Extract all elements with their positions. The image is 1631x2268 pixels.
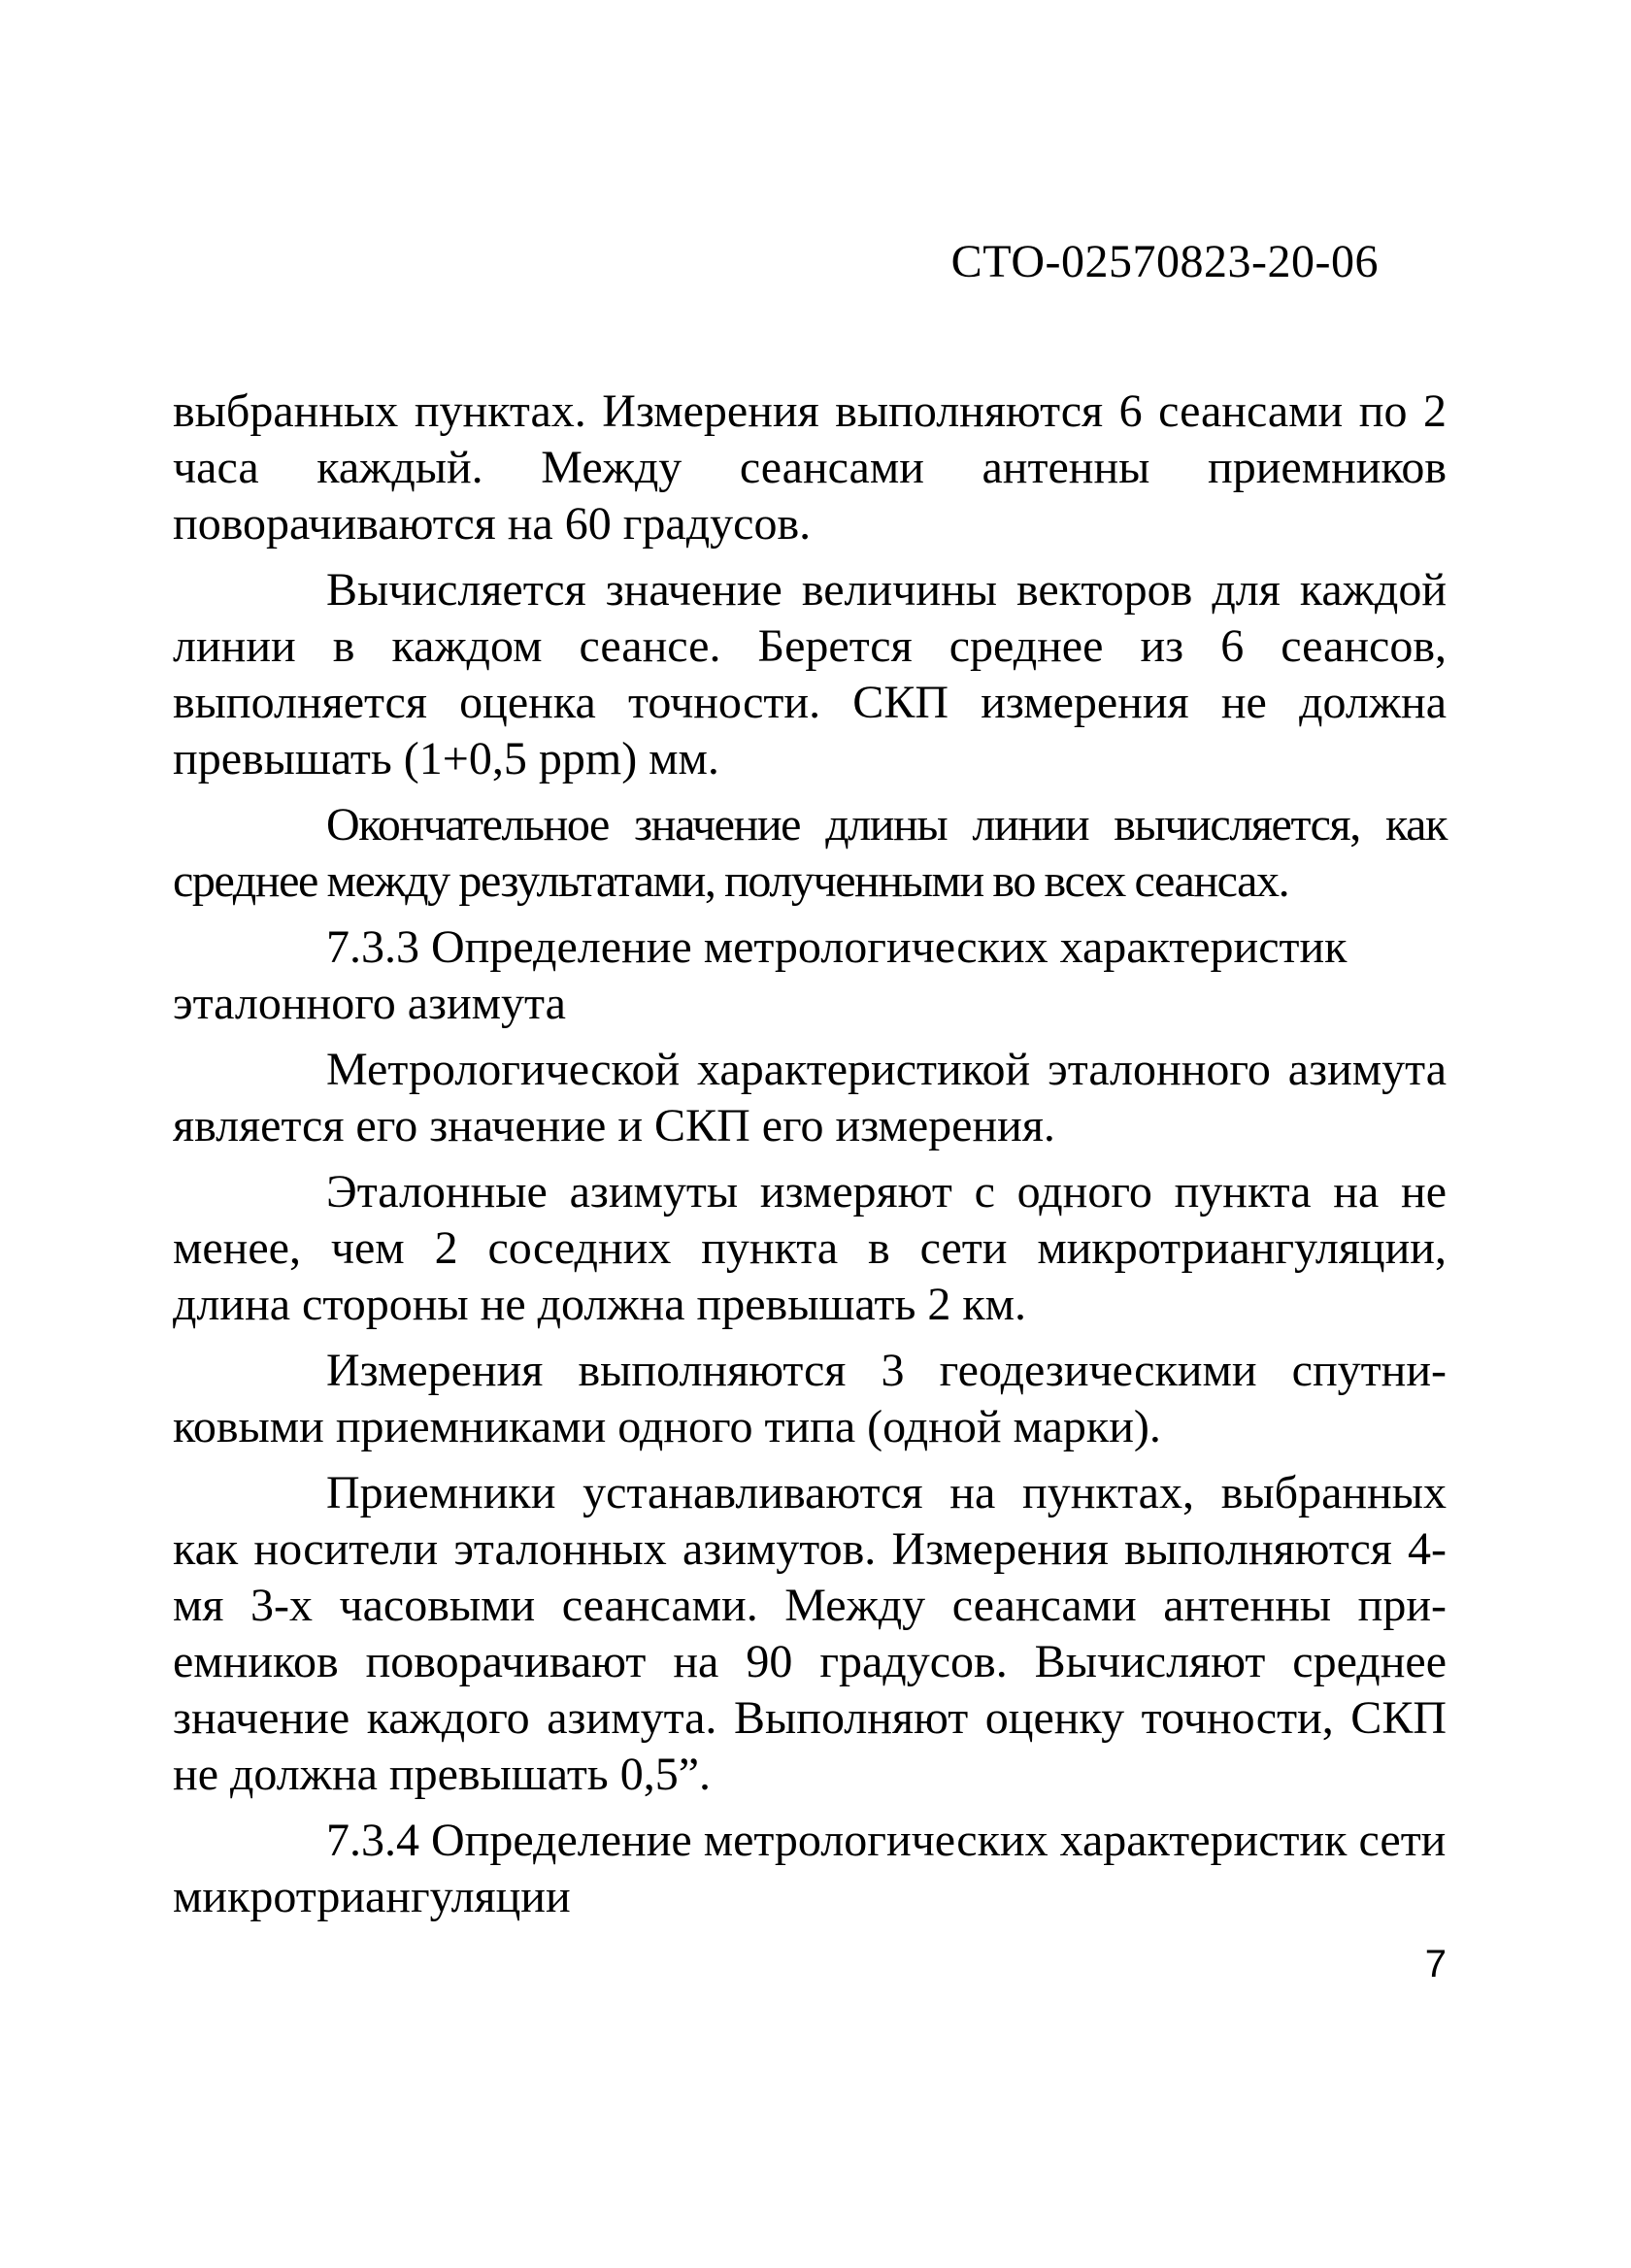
paragraph-azimuth-measurement: Эталонные азимуты измеряют с одного пункта на не менее, чем 2 соседних пункта в сети микротриангуляции, длина стороны не должна превышать 2 км. — [173, 1166, 1447, 1330]
paragraph-azimuth-characteristic: Метрологической характеристикой эталонного азимута является его значение и СКП его измерения. — [173, 1044, 1447, 1151]
document-code: СТО-02570823-20-06 — [950, 236, 1379, 287]
paragraph-measurement-sessions: выбранных пунктах. Измерения выполняются 6 сеансами по 2 часа каждый. Между сеансами антенны приемников поворачиваются на 60 градусов. — [173, 385, 1447, 550]
paragraph-receivers: Измерения выполняются 3 геодезическими спутниковыми приемниками одного типа (одной марки). — [173, 1345, 1447, 1452]
body-text — [173, 384, 1447, 1925]
paragraph-vector-calculation: Вычисляется значение величины векторов для каждой линии в каждом сеансе. Берется среднее из 6 сеансов, выполняется оценка точности. СКП измерения не должна превышать (1+0,5 ppm) мм. — [173, 564, 1447, 784]
paragraph-final-length: Окончательное значение длины линии вычисляется, как среднее между результатами, полученными во всех сеансах. — [173, 799, 1447, 907]
paragraph-receiver-installation: Приемники устанавливаются на пунктах, выбранных как носители эталонных азимутов. Измерения выполняются 4-мя 3-х часовыми сеансами. Между сеансами антенны приемников поворачивают на 90 градусов. Вычисляют среднее значение каждого азимута. Выполняют оценку точности, СКП не должна превышать 0,5”. — [173, 1467, 1447, 1800]
section-heading-7-3-3: 7.3.3 Определение метрологических характеристик эталонного азимута — [173, 921, 1348, 1029]
page-number: 7 — [1424, 1943, 1447, 1985]
section-heading-7-3-4: 7.3.4 Определение метрологических характеристик сети микротриангуляции — [173, 1815, 1447, 1922]
